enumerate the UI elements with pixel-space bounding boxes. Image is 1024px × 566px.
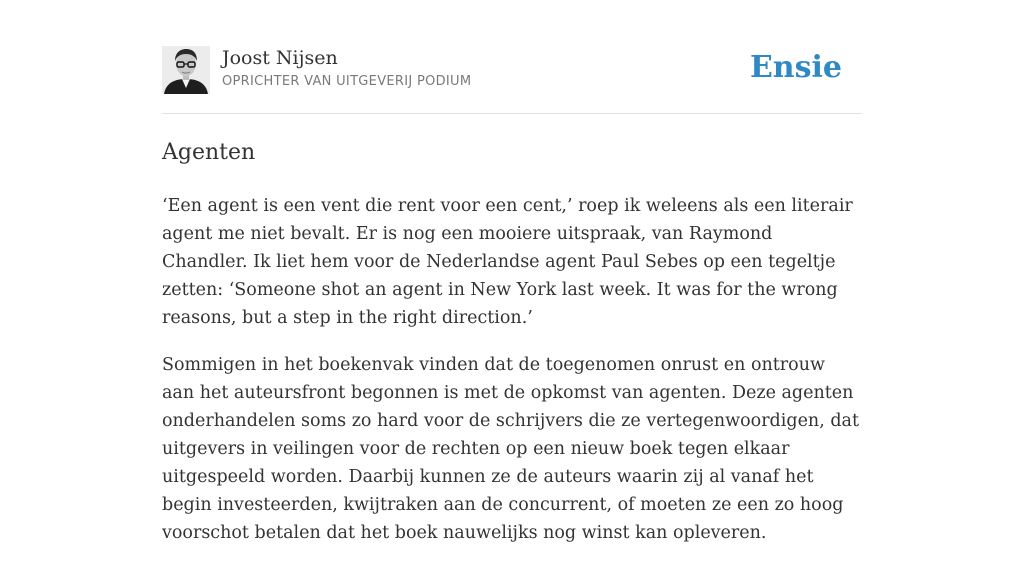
article-paragraph: ‘Een agent is een vent die rent voor een cent,’ roep ik weleens als een literair agent me niet bevalt. Er is nog een mooiere uitspraak, van Raymond Chandler. Ik liet hem voor de Nederlandse agent Paul Sebes op een tegeltje zetten: ‘Someone shot an agent in New York last week. It was for the wrong reasons, but a step in the right direction.’	[162, 196, 853, 328]
author-role: OPRICHTER VAN UITGEVERIJ PODIUM	[222, 74, 472, 89]
ensie-logo[interactable]: Ensie	[749, 50, 842, 85]
author-name[interactable]: Joost Nijsen	[222, 47, 338, 69]
article-title: Agenten	[162, 140, 256, 165]
author-portrait-icon	[162, 46, 210, 94]
author-header	[162, 0, 862, 114]
article-body	[162, 192, 862, 547]
article-column	[162, 0, 862, 566]
author-avatar[interactable]	[162, 46, 210, 94]
article-paragraph: Sommigen in het boekenvak vinden dat de toegenomen onrust en ontrouw aan het auteursfront begonnen is met de opkomst van agenten. Deze agenten onderhandelen soms zo hard voor de schrijvers die ze vertegenwoordigen, dat uitgevers in veilingen voor de rechten op een nieuw boek tegen elkaar uitgespeeld worden. Daarbij kunnen ze de auteurs waarin zij al vanaf het begin investeerden, kwijtraken aan de concurrent, of moeten ze een zo hoog voorschot betalen dat het boek nauwelijks nog winst kan opleveren.	[162, 355, 859, 543]
